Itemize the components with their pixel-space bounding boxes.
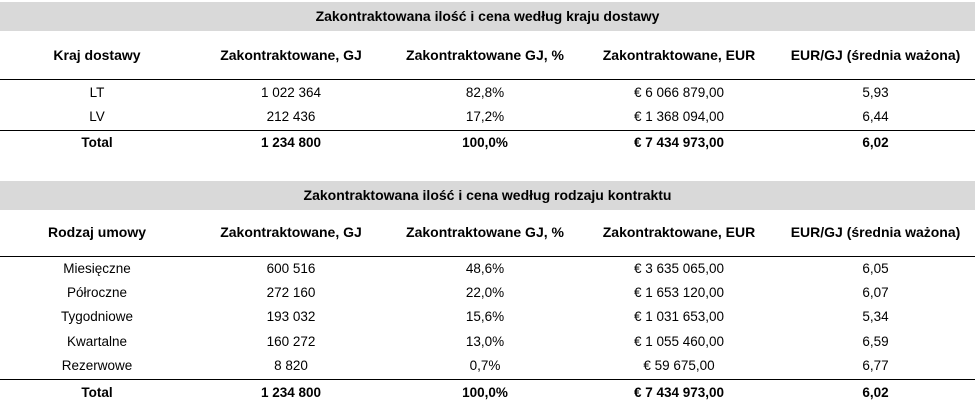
cell-gj-percent: 17,2%: [465, 109, 505, 124]
header-eur: Zakontraktowane, EUR: [602, 47, 756, 63]
table-row: [0, 354, 975, 378]
table1-header-row: [0, 45, 975, 65]
total-eur-per-gj: 6,02: [862, 385, 889, 400]
total-row: [0, 381, 975, 405]
cell-gj: 160 272: [266, 334, 316, 349]
cell-contract-type: Kwartalne: [66, 334, 128, 349]
cell-eur-per-gj: 6,59: [862, 334, 889, 349]
cell-eur-per-gj: 6,05: [862, 261, 889, 276]
table-row: [0, 81, 975, 105]
cell-eur: € 6 066 879,00: [633, 85, 725, 100]
total-gj-percent: 100,0%: [462, 135, 508, 150]
cell-eur-per-gj: 5,34: [862, 309, 889, 324]
table2-title: Zakontraktowana ilość i cena według rodzaju kontraktu: [0, 181, 975, 210]
cell-gj-percent: 15,6%: [465, 309, 505, 324]
cell-gj: 212 436: [266, 109, 316, 124]
cell-country: LT: [89, 85, 105, 100]
cell-gj: 1 022 364: [260, 85, 322, 100]
cell-gj-percent: 13,0%: [465, 334, 505, 349]
cell-gj-percent: 22,0%: [465, 285, 505, 300]
total-eur: € 7 434 973,00: [633, 135, 725, 150]
header-gj-percent: Zakontraktowane GJ, %: [406, 47, 564, 63]
total-eur: € 7 434 973,00: [633, 385, 725, 400]
table-row: [0, 281, 975, 305]
cell-gj: 600 516: [266, 261, 316, 276]
cell-contract-type: Rezerwowe: [61, 358, 133, 373]
header-eur-per-gj: EUR/GJ (średnia ważona): [790, 47, 961, 63]
cell-eur-per-gj: 6,77: [862, 358, 889, 373]
cell-gj: 272 160: [266, 285, 316, 300]
cell-gj-percent: 0,7%: [469, 358, 501, 373]
table1-title: Zakontraktowana ilość i cena według kraju dostawy: [0, 2, 975, 31]
total-eur-per-gj: 6,02: [862, 135, 889, 150]
total-gj-percent: 100,0%: [462, 385, 508, 400]
header-eur-per-gj: EUR/GJ (średnia ważona): [790, 224, 961, 240]
cell-eur: € 1 368 094,00: [633, 109, 725, 124]
header-eur: Zakontraktowane, EUR: [602, 224, 756, 240]
header-gj: Zakontraktowane, GJ: [220, 224, 362, 240]
cell-eur: € 1 031 653,00: [633, 309, 725, 324]
header-gj: Zakontraktowane, GJ: [220, 47, 362, 63]
cell-eur-per-gj: 6,44: [862, 109, 889, 124]
header-country: Kraj dostawy: [53, 47, 141, 63]
cell-contract-type: Miesięczne: [63, 261, 131, 276]
cell-gj: 8 820: [274, 358, 308, 373]
cell-eur-per-gj: 5,93: [862, 85, 889, 100]
cell-eur: € 1 055 460,00: [633, 334, 725, 349]
cell-contract-type: Tygodniowe: [60, 309, 134, 324]
total-row: [0, 131, 975, 155]
total-label: Total: [81, 385, 113, 400]
cell-gj: 193 032: [266, 309, 316, 324]
table-row: [0, 257, 975, 281]
table-row: [0, 330, 975, 354]
total-gj: 1 234 800: [260, 135, 322, 150]
cell-eur: € 59 675,00: [643, 358, 715, 373]
table-row: [0, 305, 975, 329]
total-label: Total: [81, 135, 113, 150]
header-contract-type: Rodzaj umowy: [47, 224, 146, 240]
cell-gj-percent: 82,8%: [465, 85, 505, 100]
header-gj-percent: Zakontraktowane GJ, %: [406, 224, 564, 240]
cell-contract-type: Półroczne: [66, 285, 128, 300]
cell-eur-per-gj: 6,07: [862, 285, 889, 300]
table-row: [0, 105, 975, 129]
cell-eur: € 3 635 065,00: [633, 261, 725, 276]
table1-header-rule: [0, 79, 975, 80]
cell-country: LV: [89, 109, 105, 124]
cell-gj-percent: 48,6%: [465, 261, 505, 276]
table2-header-row: [0, 222, 975, 242]
cell-eur: € 1 653 120,00: [633, 285, 725, 300]
total-gj: 1 234 800: [260, 385, 322, 400]
table2-total-rule: [0, 379, 975, 380]
